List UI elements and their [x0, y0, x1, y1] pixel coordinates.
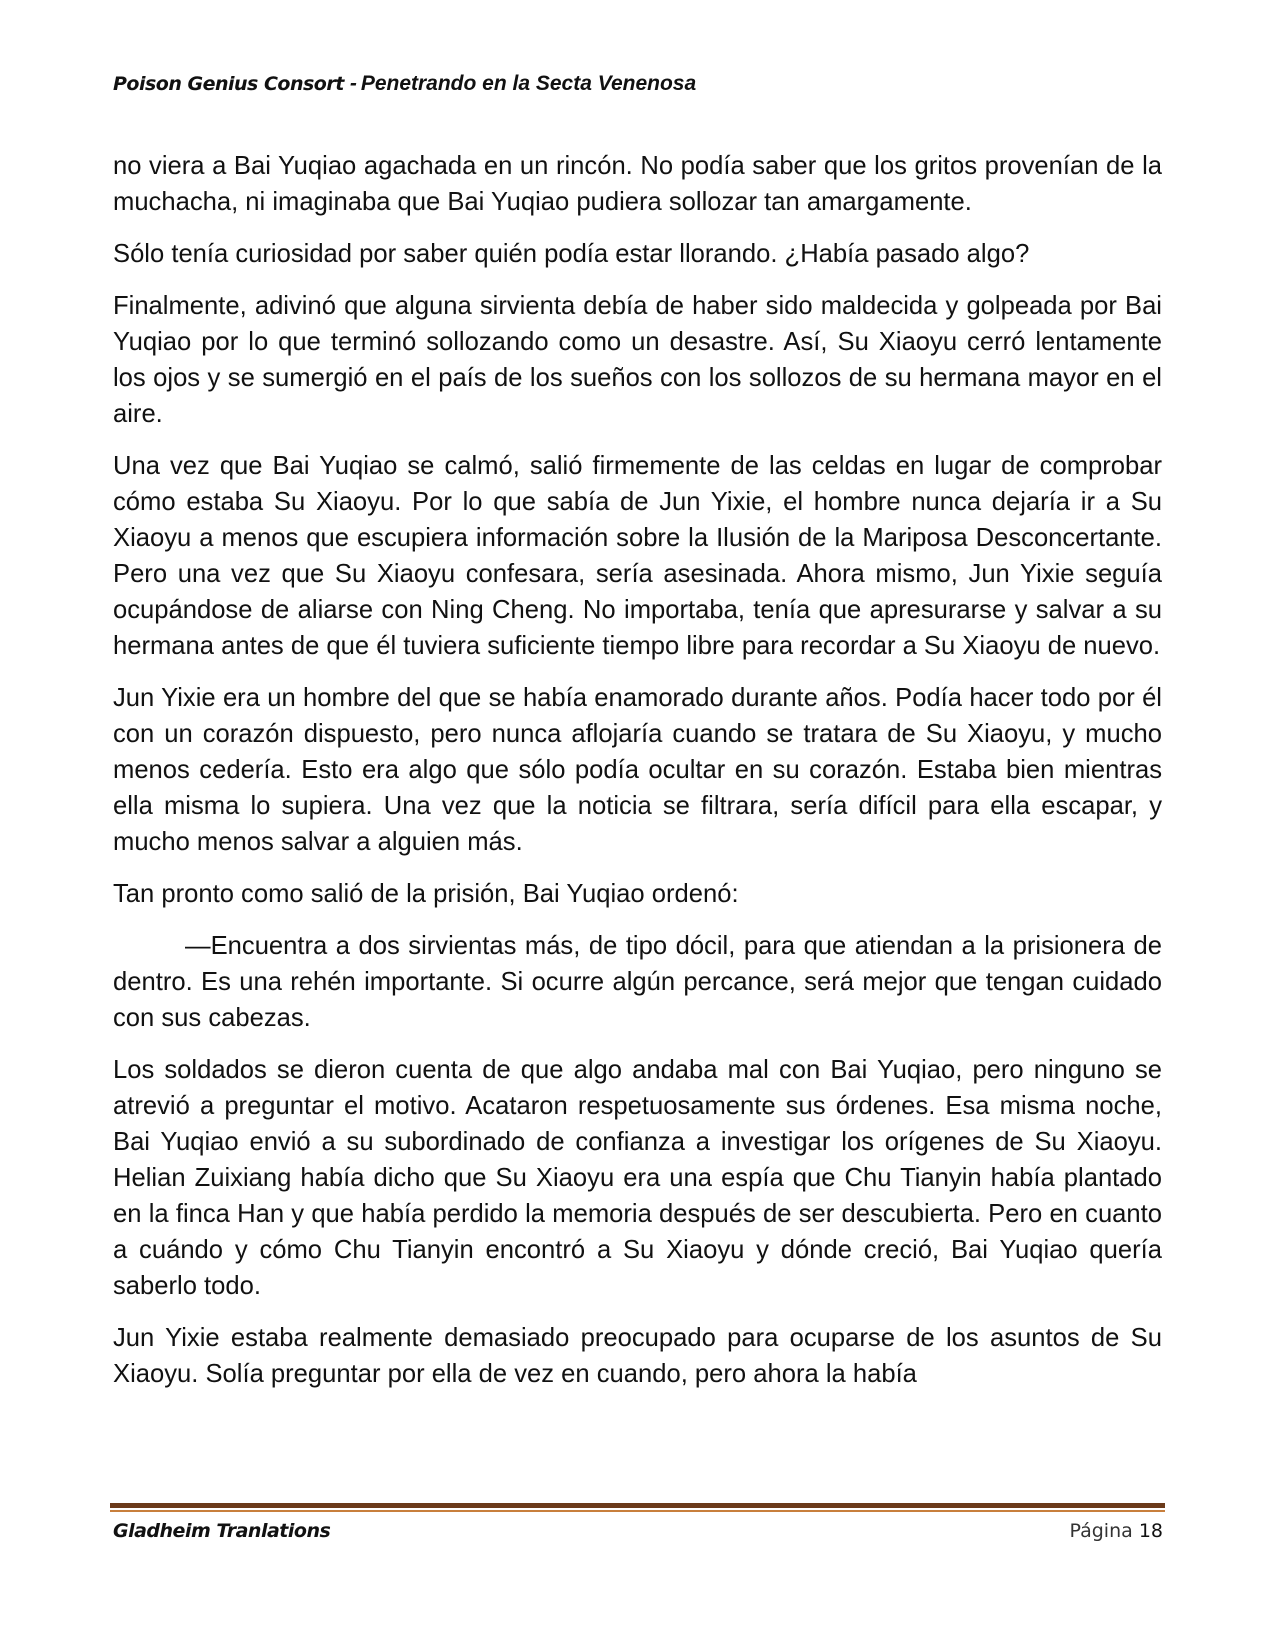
running-header	[113, 72, 1163, 96]
paragraph: Jun Yixie era un hombre del que se había enamorado durante años. Podía hacer todo por él con un corazón dispuesto, pero nunca aflojaría cuando se tratara de Su Xiaoyu, y mucho menos cedería. Esto era algo que sólo podía ocultar en su corazón. Estaba bien mientras ella misma lo supiera. Una vez que la noticia se filtrara, sería difícil para ella escapar, y mucho menos salvar a alguien más.	[113, 684, 1162, 856]
page-number: 18	[1138, 1520, 1163, 1542]
paragraph: Los soldados se dieron cuenta de que algo andaba mal con Bai Yuqiao, pero ninguno se atrevió a preguntar el motivo. Acataron respetuosamente sus órdenes. Esa misma noche, Bai Yuqiao envió a su subordinado de confianza a investigar los orígenes de Su Xiaoyu. Helian Zuixiang había dicho que Su Xiaoyu era una espía que Chu Tianyin había plantado en la finca Han y que había perdido la memoria después de ser descubierta. Pero en cuanto a cuándo y cómo Chu Tianyin encontró a Su Xiaoyu y dónde creció, Bai Yuqiao quería saberlo todo.	[113, 1056, 1162, 1300]
paragraph: Finalmente, adivinó que alguna sirvienta debía de haber sido maldecida y golpeada por Bai Yuqiao por lo que terminó sollozando como un desastre. Así, Su Xiaoyu cerró lentamente los ojos y se sumergió en el país de los sueños con los sollozos de su hermana mayor en el aire.	[113, 292, 1162, 428]
series-title: Poison Genius Consort	[113, 73, 344, 95]
paragraph: Sólo tenía curiosidad por saber quién podía estar llorando. ¿Había pasado algo?	[113, 240, 1030, 268]
paragraph: Jun Yixie estaba realmente demasiado preocupado para ocuparse de los asuntos de Su Xiaoyu. Solía preguntar por ella de vez en cuando, pero ahora la había	[113, 1324, 1162, 1388]
header-separator: -	[349, 72, 357, 95]
footer-rule-thin	[110, 1510, 1165, 1512]
chapter-title: Penetrando en la Secta Venenosa	[360, 72, 697, 95]
dialogue-paragraph: —Encuentra a dos sirvientas más, de tipo dócil, para que atiendan a la prisionera de dentro. Es una rehén importante. Si ocurre algún percance, será mejor que tengan cuidado con sus cabezas.	[113, 932, 1162, 1032]
translator-credit: Gladheim Tranlations	[113, 1520, 331, 1542]
page-indicator	[1069, 1520, 1163, 1542]
paragraph: Una vez que Bai Yuqiao se calmó, salió firmemente de las celdas en lugar de comprobar cómo estaba Su Xiaoyu. Por lo que sabía de Jun Yixie, el hombre nunca dejaría ir a Su Xiaoyu a menos que escupiera información sobre la Ilusión de la Mariposa Desconcertante. Pero una vez que Su Xiaoyu confesara, sería asesinada. Ahora mismo, Jun Yixie seguía ocupándose de aliarse con Ning Cheng. No importaba, tenía que apresurarse y salvar a su hermana antes de que él tuviera suficiente tiempo libre para recordar a Su Xiaoyu de nuevo.	[113, 452, 1162, 660]
footer-rule-thick	[110, 1503, 1165, 1508]
page-label: Página	[1069, 1520, 1133, 1542]
page-body	[113, 148, 1162, 1408]
paragraph: Tan pronto como salió de la prisión, Bai Yuqiao ordenó:	[113, 880, 739, 908]
paragraph: no viera a Bai Yuqiao agachada en un rincón. No podía saber que los gritos provenían de la muchacha, ni imaginaba que Bai Yuqiao pudiera sollozar tan amargamente.	[113, 152, 1162, 216]
